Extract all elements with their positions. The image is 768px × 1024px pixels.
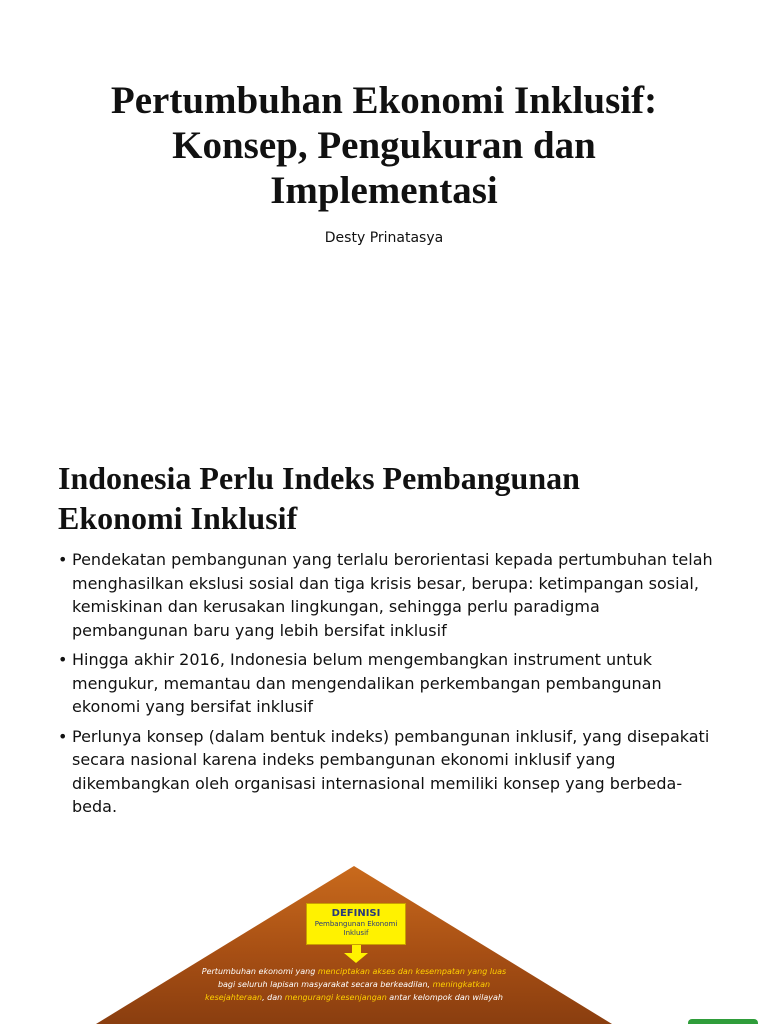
- bullet-text: Pendekatan pembangunan yang terlalu berorientasi kepada pertumbuhan telah menghasilkan ekslusi sosial dan tiga krisis besar, berupa: ketimpangan sosial, kemiskinan dan kerusakan lingkungan, sehingga perlu paradigma pembangunan baru yang lebih bersifat inklusif: [72, 550, 713, 640]
- bullet-text: Hingga akhir 2016, Indonesia belum mengembangkan instrument untuk mengukur, memantau dan mengendalikan perkembangan pembangunan ekonomi yang bersifat inklusif: [72, 650, 662, 716]
- slide-1-title: Pertumbuhan Ekonomi Inklusif: Konsep, Pengukuran dan Implementasi: [110, 79, 658, 212]
- slide-1: [0, 0, 768, 430]
- bullet-item: [58, 725, 718, 819]
- bullet-item: [58, 548, 718, 642]
- bullet-text: Perlunya konsep (dalam bentuk indeks) pembangunan inklusif, yang disepakati secara nasional karena indeks pembangunan ekonomi inklusif yang dikembangkan oleh organisasi internasional memiliki konsep yang berbeda-beda.: [72, 726, 710, 816]
- definition-segment: , dan: [262, 993, 285, 1002]
- author-name: Desty Prinatasya: [324, 230, 444, 246]
- slide-2-title: Indonesia Perlu Indeks Pembangunan Ekonomi Inklusif: [58, 460, 580, 536]
- definition-segment: Pertumbuhan ekonomi yang: [201, 967, 318, 976]
- slide-2: [0, 430, 768, 1024]
- definition-highlight: mengurangi kesenjangan: [284, 993, 387, 1002]
- definition-highlight: menciptakan akses dan kesempatan yang luas: [317, 967, 507, 976]
- definition-box-subtitle: Pembangunan Ekonomi Inklusif: [314, 920, 398, 937]
- definition-box: [306, 903, 406, 945]
- definition-text: [200, 965, 508, 1004]
- bullet-dot-icon: •: [58, 550, 68, 569]
- definition-segment: bagi seluruh lapisan masyarakat secara berkeadilan,: [217, 980, 433, 989]
- bullet-dot-icon: •: [58, 650, 68, 669]
- bullet-dot-icon: •: [58, 726, 68, 746]
- bullet-item: [58, 648, 718, 719]
- bullet-list: [58, 548, 718, 825]
- definition-highlight: meningkatkan kesejahteraan: [205, 980, 491, 1002]
- down-arrow-head-icon: [344, 953, 368, 963]
- definition-box-title: DEFINISI: [331, 908, 381, 919]
- green-tab: [688, 1019, 758, 1024]
- definition-segment: antar kelompok dan wilayah: [386, 993, 503, 1002]
- down-arrow-icon: [352, 945, 361, 953]
